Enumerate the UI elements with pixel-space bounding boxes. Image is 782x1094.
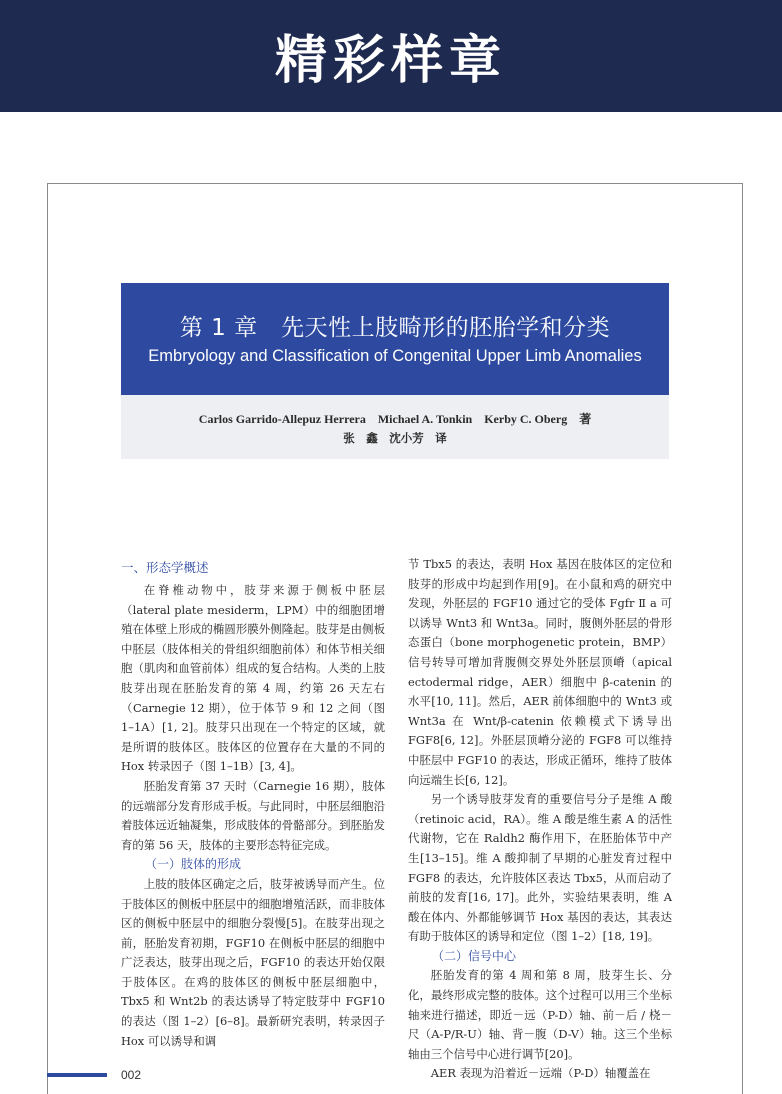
paragraph: 上肢的肢体区确定之后，肢芽被诱导而产生。位于肢体区的侧板中胚层中的细胞增殖活跃，而非肢体区的侧板中胚层中的细胞分裂慢[5]。在肢芽出现之前，胚胎发育初期，FGF10 在侧板中胚层的细胞中广泛表达，肢芽出现之后，FGF10 的表达开始仅限于肢体区。在鸡的肢体区的侧板中胚层细胞中，Tbx5 和 Wnt2b 的表达诱导了特定肢芽中 FGF10 的表达（图 1–2）[6–8]。最新研究表明，转录因子 Hox 可以诱导和调 — [121, 876, 385, 1048]
authors: Carlos Garrido-Allepuz Herrera Michael A. Tonkin Kerby C. Oberg 著 — [198, 412, 592, 426]
paragraph: 另一个诱导肢芽发育的重要信号分子是维 A 酸（retinoic acid，RA）。维 A 酸是维生素 A 的活性代谢物，它在 Raldh2 酶作用下，在胚胎体节中产生[13–15]。维 A 酸抑制了早期的心脏发育过程中 FGF8 的表达，允许肢体区表达 Tbx5，从而启动了前肢的发育[16, 17]。此外，实验结果表明，维 A 酸在体内、外都能够调节 Hox 基因的表达，其表达有助于肢体区的诱导和定位（图 1–2）[18, 19]。 — [408, 792, 672, 944]
author-box — [121, 395, 669, 459]
chapter-title-en: Embryology and Classification of Congenital Upper Limb Anomalies — [148, 347, 642, 365]
page-number: 002 — [121, 1068, 142, 1082]
footer-accent-bar — [47, 1073, 107, 1077]
section-heading: 一、形态学概述 — [121, 560, 209, 575]
left-column — [121, 555, 385, 1051]
header-banner — [0, 0, 782, 112]
paragraph: AER 表现为沿着近－远端（P-D）轴覆盖在 — [430, 1066, 651, 1081]
paragraph: 胚胎发育第 37 天时（Carnegie 16 期），肢体的远端部分发育形成手板。与此同时，中胚层细胞沿着肢体远近轴凝集，形成肢体的骨骼部分。到胚胎发育的第 56 天，肢体的主要形态特征完成。 — [121, 778, 385, 852]
subsection-heading: （二）信号中心 — [432, 948, 517, 963]
paragraph: 胚胎发育的第 4 周和第 8 周，肢芽生长、分化，最终形成完整的肢体。这个过程可以用三个坐标轴来进行描述，即近－远（P-D）轴、前－后 / 桡－尺（A-P/R-U）轴、背－腹（D-V）轴。这三个坐标轴由三个信号中心进行调节[20]。 — [408, 968, 672, 1061]
chapter-title-box — [121, 283, 669, 395]
right-column — [408, 555, 672, 1084]
paragraph: 节 Tbx5 的表达，表明 Hox 基因在肢体区的定位和肢芽的形成中均起到作用[9]。在小鼠和鸡的研究中发现，外胚层的 FGF10 通过它的受体 Fgfr Ⅱ a 可以诱导 Wnt3 和 Wnt3a。同时，腹侧外胚层的骨形态蛋白（bone morphogenetic protein，BMP）信号转导可增加背腹侧交界处外胚层顶嵴（apical ectodermal ridge，AER）细胞中 β-catenin 的水平[10, 11]。然后，AER 前体细胞中的 Wnt3 或 Wnt3a 在 Wnt/β-catenin 依赖模式下诱导出 FGF8[6, 12]。外胚层顶嵴分泌的 FGF8 可以维持中胚层中 FGF10 的表达，形成正循环，维持了肢体向远端生长[6, 12]。 — [408, 557, 672, 787]
banner-title: 精彩样章 — [274, 30, 507, 91]
subsection-heading: （一）肢体的形成 — [145, 857, 242, 872]
paragraph: 在脊椎动物中，肢芽来源于侧板中胚层（lateral plate mesiderm，LPM）中的细胞团增殖在体壁上形成的椭圆形膜外侧隆起。肢芽是由侧板中胚层（肢体相关的骨组织细胞前体）和体节相关细胞（肌肉和血管前体）组成的复合结构。人类的上肢肢芽出现在胚胎发育的第 4 周，约第 26 天左右（Carnegie 12 期），位于体节 9 和 12 之间（图 1–1A）[1, 2]。肢芽只出现在一个特定的区域，就是所谓的肢体区。肢体区的位置存在大量的不同的 Hox 转录因子（图 1–1B）[3, 4]。 — [121, 583, 385, 774]
chapter-title-cn: 第 1 章 先天性上肢畸形的胚胎学和分类 — [179, 315, 611, 341]
translators: 张 鑫 沈小芳 译 — [343, 431, 447, 445]
